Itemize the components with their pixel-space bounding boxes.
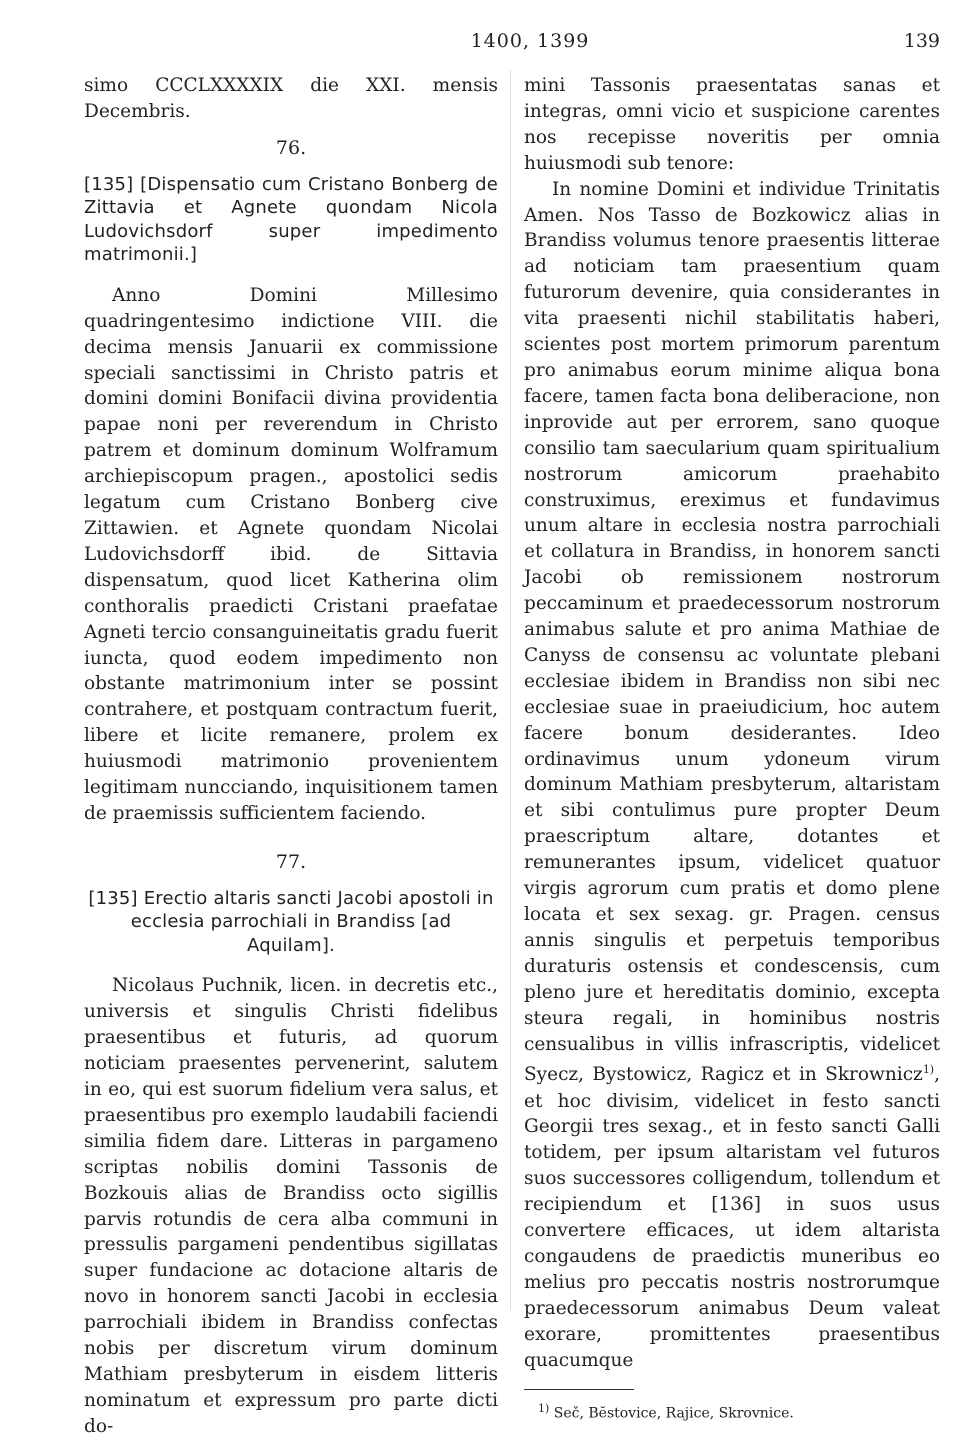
footnote-marker: 1) bbox=[538, 1402, 550, 1416]
column-divider bbox=[510, 70, 511, 1310]
document-number-77: 77. bbox=[275, 850, 307, 873]
footnote bbox=[524, 1400, 940, 1423]
rubric-77: [135] Erectio altaris sancti Jacobi apostoli in ecclesia parrochiali in Brandiss [ad Aquilam]. bbox=[88, 887, 494, 956]
document-body-77: Nicolaus Puchnik, licen. in decretis etc., universis et singulis Christi fidelibus praesentibus et futuris, ad quorum noticiam praesentes pervenerint, salutem in eo, qui est suorum fidelium vera salus, et praesentibus pro exemplo laudabili faciendi similia fidem dare. Litteras in pargameno scriptas nobilis domini Tassonis de Bozkouis alias de Brandiss octo sigillis parvis rotundis de cera alba communi in pressulis pargameni pendentibus sigillatas super fundacione ac dotacione altaris de novo in honorem sancti Jacobi in ecclesia parrochiali ibidem in Brandiss confectas nobis per discretum virum dominum Mathiam presbyterum in eisdem litteris nominatum et expressum pro parte dicti do- bbox=[84, 975, 498, 1437]
footnote-rule bbox=[524, 1389, 634, 1390]
page-number: 139 bbox=[903, 30, 940, 52]
continuation-text: mini Tassonis praesentatas sanas et integras, omni vicio et suspicione carentes nos recepisse noveritis per omnia huiusmodi sub tenore: bbox=[524, 75, 940, 174]
running-head bbox=[0, 30, 960, 60]
charter-text-part2: , et hoc divisim, videlicet in festo sancti Georgii tres sexag., et in festo sancti Galli totidem, per ipsum altaristam vel futuros suos successores colligendum, tollendum et recipiendum et [136] in suos usus convertere efficaces, ut idem altarista congaudens de praedictis muneribus eo melius pro peccatis nostris nostrorumque praedecessorum animabus Deum valeat exorare, promittentes praesentibus quacumque bbox=[524, 1064, 940, 1371]
footnote-text: Seč, Bĕstovice, Rajice, Skrovnice. bbox=[553, 1406, 794, 1423]
rubric-76: [135] [Dispensatio cum Cristano Bonberg de Zittavia et Agnete quondam Nicola Ludovichsdorf super impedimento matrimonii.] bbox=[84, 173, 498, 266]
charter-text bbox=[524, 177, 940, 1374]
running-head-years: 1400, 1399 bbox=[470, 30, 590, 52]
left-column bbox=[84, 73, 498, 1440]
right-column bbox=[524, 73, 940, 1423]
document-body-76: Anno Domini Millesimo quadringentesimo indictione VIII. die decima mensis Januarii ex commissione speciali sanctissimi in Christo patris et domini domini Bonifacii divina providentia papae noni per reverendum in Christo patrem et dominum dominum Wolframum archiepiscopum pragen., apostolici sedis legatum cum Cristano Bonberg cive Zittawien. et Agnete quondam Nicolai Ludovichsdorff ibid. de Sittavia dispensatum, quod licet Katherina olim conthoralis praedicti Cristani praefatae Agneti tercio consanguineitatis gradu fuerit iuncta, quod eodem impedimento non obstante matrimonium inter se possint contrahere, et postquam contractum fuerit, libere et licite remanere, prolem ex huiusmodi matrimonio provenientem legitimam nuncciando, inquisitionem tamen de praemissis sufficientem faciendo. bbox=[84, 284, 498, 824]
opening-text: simo CCCLXXXXIX die XXI. mensis Decembris. bbox=[84, 75, 498, 122]
charter-text-part1: In nomine Domini et individue Trinitatis Amen. Nos Tasso de Bozkowicz alias in Brandiss volumus tenore praesentis litterae ad noticiam tam praesentium quam futurorum devenire, quia considerantes in vita praesenti nichil stabilitatis haberi, scientes post mortem primorum parentum pro animabus eorum minime aliqua bona facere, tamen facta bona deliberacione, non inprovide aut per errorem, sano quoque consilio tam saecularium quam spiritualium nostrorum amicorum praehabito construximus, ereximus et fundavimus unum altare in ecclesia nostra parrochiali et collatura in Brandiss, in honorem sancti Jacobi ob remissionem nostrorum peccaminum et praedecessorum nostrorum animabus salute et pro anima Mathiae de Canyss de consensu ac voluntate plebani ecclesiae ibidem in Brandiss non sibi nec ecclesiae suae in praeiudicium, hoc autem facere bonum desiderantes. Ideo ordinavimus unum ydoneum virum dominum Mathiam presbyterum, altaristam et sibi contulimus pure propter Deum praescriptum altare, dotantes et remunerantes ipsum, videlicet quatuor virgis agrorum cum pratis et domo plene locata et sex sexag. gr. Pragen. census annis singulis et perpetuis temporibus duraturis ostensis et condescensis, cum pleno jure et hereditatis dominio, excepta steura regali, in hominibus nostris censualibus in villis infrascriptis, videlicet Syecz, Bystowicz, Ragicz et in Skrownicz bbox=[524, 178, 940, 1086]
document-number-76: 76. bbox=[275, 136, 307, 159]
footnote-reference: 1) bbox=[922, 1063, 935, 1077]
